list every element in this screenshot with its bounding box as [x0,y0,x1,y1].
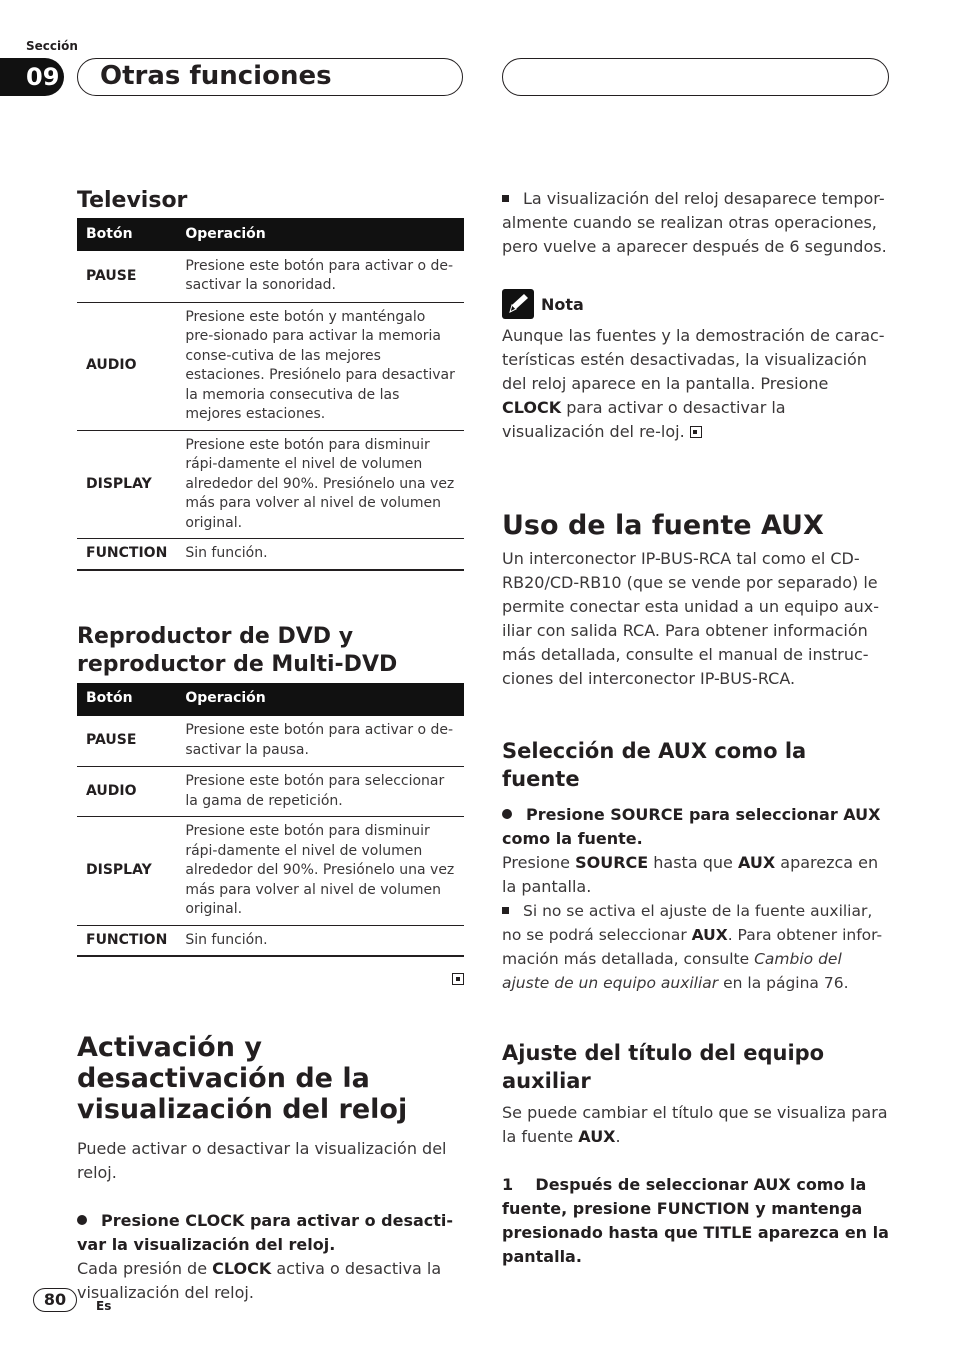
dvd-heading: Reproductor de DVD y reproductor de Multi-DVD [77,623,398,677]
televisor-table [77,218,464,571]
aux-select-body-3: aparezca en la pantalla. [502,853,879,896]
row-operation: Presione este botón para activar o de-sactivar la pausa. [176,716,464,767]
table-row [77,430,464,539]
nota-text-post: para activar o desactivar la visualización del re-loj. [502,398,786,441]
aux-select-heading: Selección de AUX como la fuente [502,739,807,791]
row-button: FUNCTION [77,539,176,570]
nota-label: Nota [541,294,584,314]
section-number-badge: 09 [0,58,64,96]
clock-heading: Activación y desactivación de la visualización del reloj [77,1032,408,1125]
row-operation: Presione este botón para disminuir rápi-damente el nivel de volumen alrededor del 90%. Presiónelo una vez más para volver al nivel de volumen original. [176,817,464,926]
aux-select-body-key2: AUX [737,853,776,872]
row-button: AUDIO [77,302,176,430]
clock-note-bullet [502,187,890,259]
right-column [502,187,895,1269]
row-button: DISPLAY [77,430,176,539]
aux-select-step-text: Presione SOURCE para seleccionar AUX como la fuente. [502,805,881,848]
bullet-square-icon [502,907,509,914]
televisor-heading: Televisor [77,188,188,213]
col-button-header: Botón [77,218,176,251]
nota-text [502,324,890,444]
clock-note-text: La visualización del reloj desaparece tempor-almente cuando se realizan otras operaciones, pero vuelve a aparecer después de 6 segundos. [502,189,887,256]
aux-select-body-2: hasta que [648,853,738,872]
section-label: Sección [26,39,78,53]
table-row [77,251,464,302]
col-button-header: Botón [77,683,176,716]
nota-text-pre: Aunque las fuentes y la demostración de carac-terísticas estén desactivadas, la visualización del reloj aparece en la pantalla. Presione [502,326,885,393]
page-title: Otras funciones [77,58,463,96]
end-mark [77,969,464,988]
aux-select-note [502,899,890,995]
dvd-table [77,683,464,958]
nota-text-key: CLOCK [502,398,562,417]
table-row [77,925,464,956]
end-square-icon [690,426,702,438]
aux-step-1: 1 Después de seleccionar AUX como la fuente, presione FUNCTION y mantenga presionado hasta que TITLE aparezca en la pantalla. [502,1175,895,1266]
col-operation-header: Operación [176,218,464,251]
aux-select-note-1: Si no se activa el ajuste de la fuente auxiliar, no se podrá seleccionar [502,902,873,944]
col-operation-header: Operación [176,683,464,716]
bullet-dot-icon [502,809,512,819]
table-row [77,817,464,926]
row-operation: Presione este botón para seleccionar la gama de repetición. [176,767,464,817]
row-button: AUDIO [77,767,176,817]
aux-select-step [502,803,890,851]
left-column [77,187,464,1305]
row-operation: Sin función. [176,539,464,570]
clock-step [77,1209,464,1257]
row-button: PAUSE [77,716,176,767]
aux-title-heading: Ajuste del título del equipo auxiliar [502,1041,825,1093]
aux-select-note-3: en la página 76. [718,974,849,992]
aux-intro: Un interconector IP-BUS-RCA tal como el CD-RB20/CD-RB10 (que se vende por separado) le permite conectar esta unidad a un equipo aux-iliar con salida RCA. Para obtener información más detallada, consulte el manual de instruc-ciones del interconector IP-BUS-RCA. [502,549,879,688]
aux-select-note-italic: Cambio del ajuste de un equipo auxiliar [502,950,842,992]
aux-select-body-1: Presione [502,853,576,872]
row-button: FUNCTION [77,925,176,956]
end-square-icon [452,973,464,985]
row-button: PAUSE [77,251,176,302]
aux-title-body-key: AUX [578,1127,616,1146]
bullet-square-icon [502,195,509,202]
table-row [77,767,464,817]
table-row [77,716,464,767]
aux-select-body [502,851,890,899]
row-button: DISPLAY [77,817,176,926]
aux-select-note-2: . Para obtener infor-mación más detallada, consulte [502,926,883,968]
clock-body-post: activa o desactiva la visualización del reloj. [77,1259,442,1302]
table-row [77,302,464,430]
aux-title-body-1: Se puede cambiar el título que se visualiza para la fuente [502,1103,888,1146]
clock-body-key: CLOCK [212,1259,272,1278]
header-empty-pill [502,58,889,96]
row-operation: Presione este botón y manténgalo pre-sionado para activar la memoria conse-cutiva de las mejores estaciones. Presiónelo para desactivar la memoria consecutiva de las mejores estaciones. [176,302,464,430]
aux-select-note-key: AUX [691,926,728,944]
aux-title-body [502,1101,890,1149]
page-number: 80 [33,1288,77,1312]
clock-step-text: Presione CLOCK para activar o desacti-var la visualización del reloj. [77,1211,454,1254]
nota-header [502,288,890,320]
row-operation: Sin función. [176,925,464,956]
pencil-icon [502,289,534,319]
aux-title-body-2: . [615,1127,621,1146]
aux-select-body-key1: SOURCE [575,853,649,872]
clock-body [77,1257,464,1305]
table-header-row [77,218,464,251]
table-header-row [77,683,464,716]
language-label: Es [96,1299,112,1313]
row-operation: Presione este botón para disminuir rápi-damente el nivel de volumen alrededor del 90%. Presiónelo una vez más para volver al nivel de volumen original. [176,430,464,539]
aux-heading: Uso de la fuente AUX [502,510,824,541]
clock-intro: Puede activar o desactivar la visualización del reloj. [77,1139,447,1182]
bullet-dot-icon [77,1215,87,1225]
row-operation: Presione este botón para activar o de-sactivar la sonoridad. [176,251,464,302]
table-row [77,539,464,570]
clock-body-pre: Cada presión de [77,1259,213,1278]
